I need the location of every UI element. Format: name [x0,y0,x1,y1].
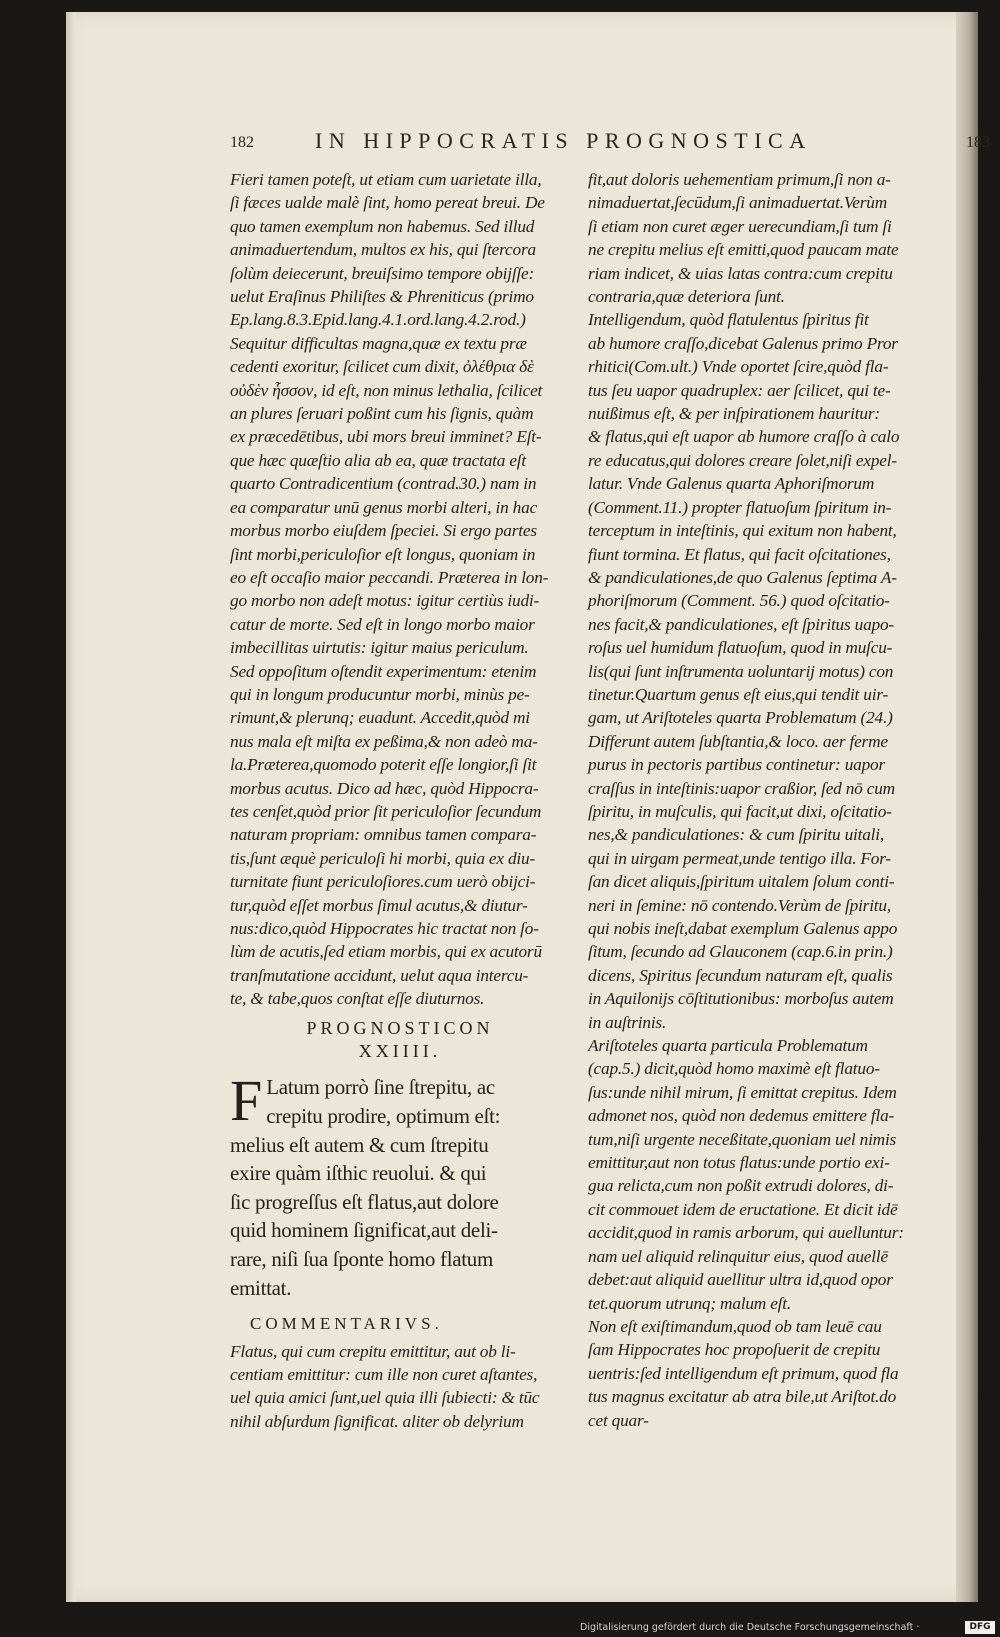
text-line: uentris:ſed intelligendum eſt primum, quod fla [588,1363,899,1383]
text-line: nam uel aliquid relinquitur eius, quod auellē [588,1246,888,1266]
text-line: lùm de acutis,ſed etiam morbis, qui ex acutorū [230,942,542,962]
left-column [230,168,570,1433]
commentary-line: Flatus, qui cum crepitu emittitur, aut ob li- [230,1341,516,1361]
text-line: eo eſt occaſio maior peccandi. Præterea in lon- [230,567,549,587]
text-line: ſpiritu, in muſculis, qui facit,ut dixi, oſcitatio- [588,801,892,821]
text-line: tinetur.Quartum genus eſt eius,qui tendit uir- [588,684,889,704]
text-line: accidit,quod in ramis arborum, qui auelluntur: [588,1223,904,1243]
text-line: morbus morbo eiuſdem ſpeciei. Si ergo partes [230,521,537,541]
text-line: morbus acutus. Dico ad hæc, quòd Hippocra- [230,778,539,798]
aphorism-line: ſic progreſſus eſt flatus,aut dolore [230,1189,499,1214]
commentary-line: uel quia amici ſunt,uel quia illi ſubiecti: & tūc [230,1388,540,1408]
text-line: la.Præterea,quomodo poterit eſſe longior,ſi ſit [230,755,537,775]
text-line: neri in ſemine: nō contendo.Verùm de ſpiritu, [588,895,891,915]
text-line: admonet nos, quòd non dedemus emittere fla- [588,1106,895,1126]
dfg-logo: DFG [965,1621,995,1634]
text-line: tes cenſet,quòd prior ſit periculoſior ſecundum [230,801,542,821]
text-line: ſi fæces ualde malè ſint, homo pereat breui. De [230,193,545,213]
text-line: turnitate fiunt periculoſiores.cum uerò obijci- [230,872,536,892]
right-column-text [588,168,933,1432]
text-line: & flatus,qui eſt uapor ab humore craſſo à calo [588,427,900,447]
aphorism-line: rare, niſi ſua ſponte homo flatum [230,1247,494,1271]
text-line: an plures ſeruari poßint cum his ſignis, quàm [230,404,534,424]
text-line: roſus uel humidum flatuoſum, quod in muſcu- [588,638,893,658]
text-line: go morbo non adeſt motus: igitur certiùs iudi- [230,591,540,611]
text-line: te, & tabe,quos conſtat eſſe diuturnos. [230,989,485,1009]
right-column [588,168,933,1432]
drop-cap: F [230,1068,263,1134]
aphorism-line: Latum porrò ſine ſtrepitu, ac [266,1075,495,1100]
text-line: cet quar- [588,1410,649,1430]
commentary-line: nihil abſurdum ſignificat. aliter ob delyrium [230,1411,524,1431]
text-line: ab humore craſſo,dicebat Galenus primo Pror [588,333,898,353]
text-line: ſan dicet aliquis,ſpiritum uitalem ſolum conti- [588,872,895,892]
text-line: lis(qui ſunt inſtrumenta uoluntarij motus) con [588,661,894,681]
left-column-text [230,168,570,1011]
text-line: nes facit,& pandiculationes, eſt ſpiritus uapo- [588,614,894,634]
text-line: animaduertendum, multos ex his, qui ſtercora [230,240,536,260]
text-line: qui nobis ineſt,dabat exemplum Galenus appo [588,919,898,938]
aphorism-line: melius eſt autem & cum ſtrepitu [230,1132,489,1157]
text-line: in auſtrinis. [588,1012,667,1032]
running-head [160,128,990,158]
commentary-heading: COMMENTARIVS. [250,1314,443,1334]
text-line: ſam Hippocrates hoc propoſuerit de crepitu [588,1340,881,1360]
text-line: terceptum in inteſtinis, qui exitum non habent, [588,521,897,541]
text-line: ne crepitu melius eſt emitti,quod paucam mate [588,240,899,260]
text-line: latur. Vnde Galenus quarta Aphoriſmorum [588,474,875,494]
text-line: Ep.lang.8.3.Epid.lang.4.1.ord.lang.4.2.rod.) [230,310,526,330]
text-line: quo tamen exemplum non habemus. Sed illud [230,216,535,236]
text-line: Intelligendum, quòd flatulentus ſpiritus fit [588,310,869,330]
running-title: IN HIPPOCRATIS PROGNOSTICA [315,128,812,153]
text-line: οὐδὲν ἧσσον, id eſt, non minus lethalia, ſcilicet [230,380,543,400]
text-line: Fieri tamen poteſt, ut etiam cum uarietate illa, [230,170,542,189]
text-line: rimunt,& plerunq; euadunt. Accedit,quòd mi [230,708,530,728]
aphorism-text [230,1068,570,1302]
text-line: ſitum, ſecundo ad Glauconem (cap.6.in prin.) [588,942,893,962]
text-line: purus in pectoris partibus continetur: uapor [588,755,885,775]
commentary-text [230,1340,570,1434]
text-line: gua relicta,cum non poßit extrudi dolores, di- [588,1176,894,1196]
text-line: tranſmutatione accidunt, uelut aqua intercu- [230,965,529,985]
text-line: Differunt autem ſubſtantia,& loco. aer ferme [588,731,888,751]
text-line: tus magnus excitatur ab atra bile,ut Ariſtot.do [588,1387,897,1407]
text-line: catur de morte. Sed eſt in longo morbo maior [230,614,535,634]
aphorism-line: emittat. [230,1275,292,1300]
text-line: in Aquilonijs cōſtitutionibus: morboſus autem [588,989,894,1009]
text-line: re educatus,qui dolores creare ſolet,niſi expel- [588,450,897,470]
text-line: tus ſeu uapor quadruplex: aer ſcilicet, qui te- [588,380,891,400]
text-line: fit,aut doloris uehementiam primum,ſi non a- [588,170,891,189]
text-line: imbecillitas uirtutis: igitur maius periculum. [230,638,529,658]
text-line: debet:aut aliquid auellitur ultra id,quod opor [588,1270,893,1290]
text-line: uelut Eraſinus Philiſtes & Phreniticus (primo [230,287,534,307]
text-line: emittitur,aut non totus flatus:unde portio exi- [588,1153,890,1173]
text-line: nes,& pandiculationes: & cum ſpiritu uitali, [588,825,885,845]
text-line: & pandiculationes,de quo Galenus ſeptima A- [588,567,897,587]
text-line: qui in longum producuntur morbi, minùs pe- [230,684,530,704]
aphorism-line: crepitu prodire, optimum eſt: [266,1104,501,1129]
text-line: rhitici(Com.ult.) Vnde oportet ſcire,quòd fla- [588,357,889,377]
aphorism-lines [230,1068,570,1302]
text-line: tum,niſi urgente neceßitate,quoniam uel nimis [588,1129,897,1149]
text-line: tet.quorum utrunq; malum eſt. [588,1293,792,1313]
text-line: dicens, Spiritus ſecundum naturam eſt, qualis [588,965,893,985]
left-page-number: 182 [230,134,254,151]
section-heading: PROGNOSTICON [306,1017,494,1038]
aphorism-line: quid hominem ſignificat,aut deli- [230,1218,498,1243]
text-line: quarto Contradicentium (contrad.30.) nam in [230,474,537,494]
text-line: craſſus in inteſtinis:uapor craßior, ſed nō cum [588,778,895,798]
text-line: Non eſt exiſtimandum,quod ob tam leuē cau [588,1316,882,1336]
text-line: Sequitur difficultas magna,quæ ex textu præ [230,333,527,353]
text-line: cedenti exoritur, ſcilicet cum dixit, ὀλέθρια δὲ [230,357,534,377]
text-line: riam indicet, & uias latas contra:cum crepitu [588,263,893,283]
text-line: ea comparatur unū genus morbi alteri, in hac [230,497,538,517]
right-page-number: 183 [966,134,990,151]
text-line: ex præcedētibus, ubi mors breui imminet? Eſt- [230,427,542,447]
page-edge-shadow [956,12,978,1602]
text-line: (cap.5.) dicit,quòd homo maximè eſt flatuo- [588,1059,880,1079]
text-line: naturam propriam: omnibus tamen compara- [230,825,537,845]
text-line: Sed oppoſitum oſtendit experimentum: etenim [230,661,537,681]
text-line: ſus:unde nihil mirum, ſi emittat crepitus. Idem [588,1082,897,1102]
aphorism-line: exire quàm iſthic reuolui. & qui [230,1161,487,1186]
digitization-credit: Digitalisierung gefördert durch die Deutsche Forschungsgemeinschaft · [580,1622,920,1633]
page-gutter [66,12,76,1602]
text-line: tis,ſunt æquè periculoſi hi morbi, quia ex diu- [230,848,535,868]
text-line: tur,quòd eſſet morbus ſimul acutus,& diutur- [230,895,528,915]
text-line: gam, ut Ariſtoteles quarta Problematum (24.) [588,708,893,728]
text-line: nus:dico,quòd Hippocrates hic tractat non ſo- [230,919,539,938]
text-line: ſint morbi,periculoſior eſt longus, quoniam in [230,544,536,564]
commentary-line: centiam emittitur: cum ille non curet aſtantes, [230,1365,538,1384]
text-line: nuißimus eſt, & per inſpirationem hauritur: [588,404,880,424]
section-number: XXIIII. [358,1041,442,1062]
text-line: ſolùm deiecerunt, breuiſsimo tempore obijſſe: [230,263,535,283]
text-line: fiunt tormina. Et flatus, qui facit oſcitationes, [588,544,891,564]
text-line: ſi etiam non curet æger uerecundiam,ſi tum ſi [588,216,892,236]
text-line: Ariſtoteles quarta particula Problematum [588,1036,868,1056]
text-line: phoriſmorum (Comment. 56.) quod oſcitatio- [588,591,890,611]
text-line: nus mala eſt miſta ex peßima,& non adeò ma- [230,731,538,751]
text-line: que hæc quæſtio alia ab ea, quæ tractata eſt [230,450,527,470]
text-line: (Comment.11.) propter flatuoſum ſpiritum in- [588,497,892,517]
text-line: qui in uirgam permeat,unde tentigo illa. For- [588,848,891,868]
text-line: cit commouet idem de eructatione. Et dicit idē [588,1199,898,1219]
text-line: contraria,quæ deteriora ſunt. [588,287,785,307]
text-line: nimaduertat,ſecūdum,ſi animaduertat.Verùm [588,193,887,213]
